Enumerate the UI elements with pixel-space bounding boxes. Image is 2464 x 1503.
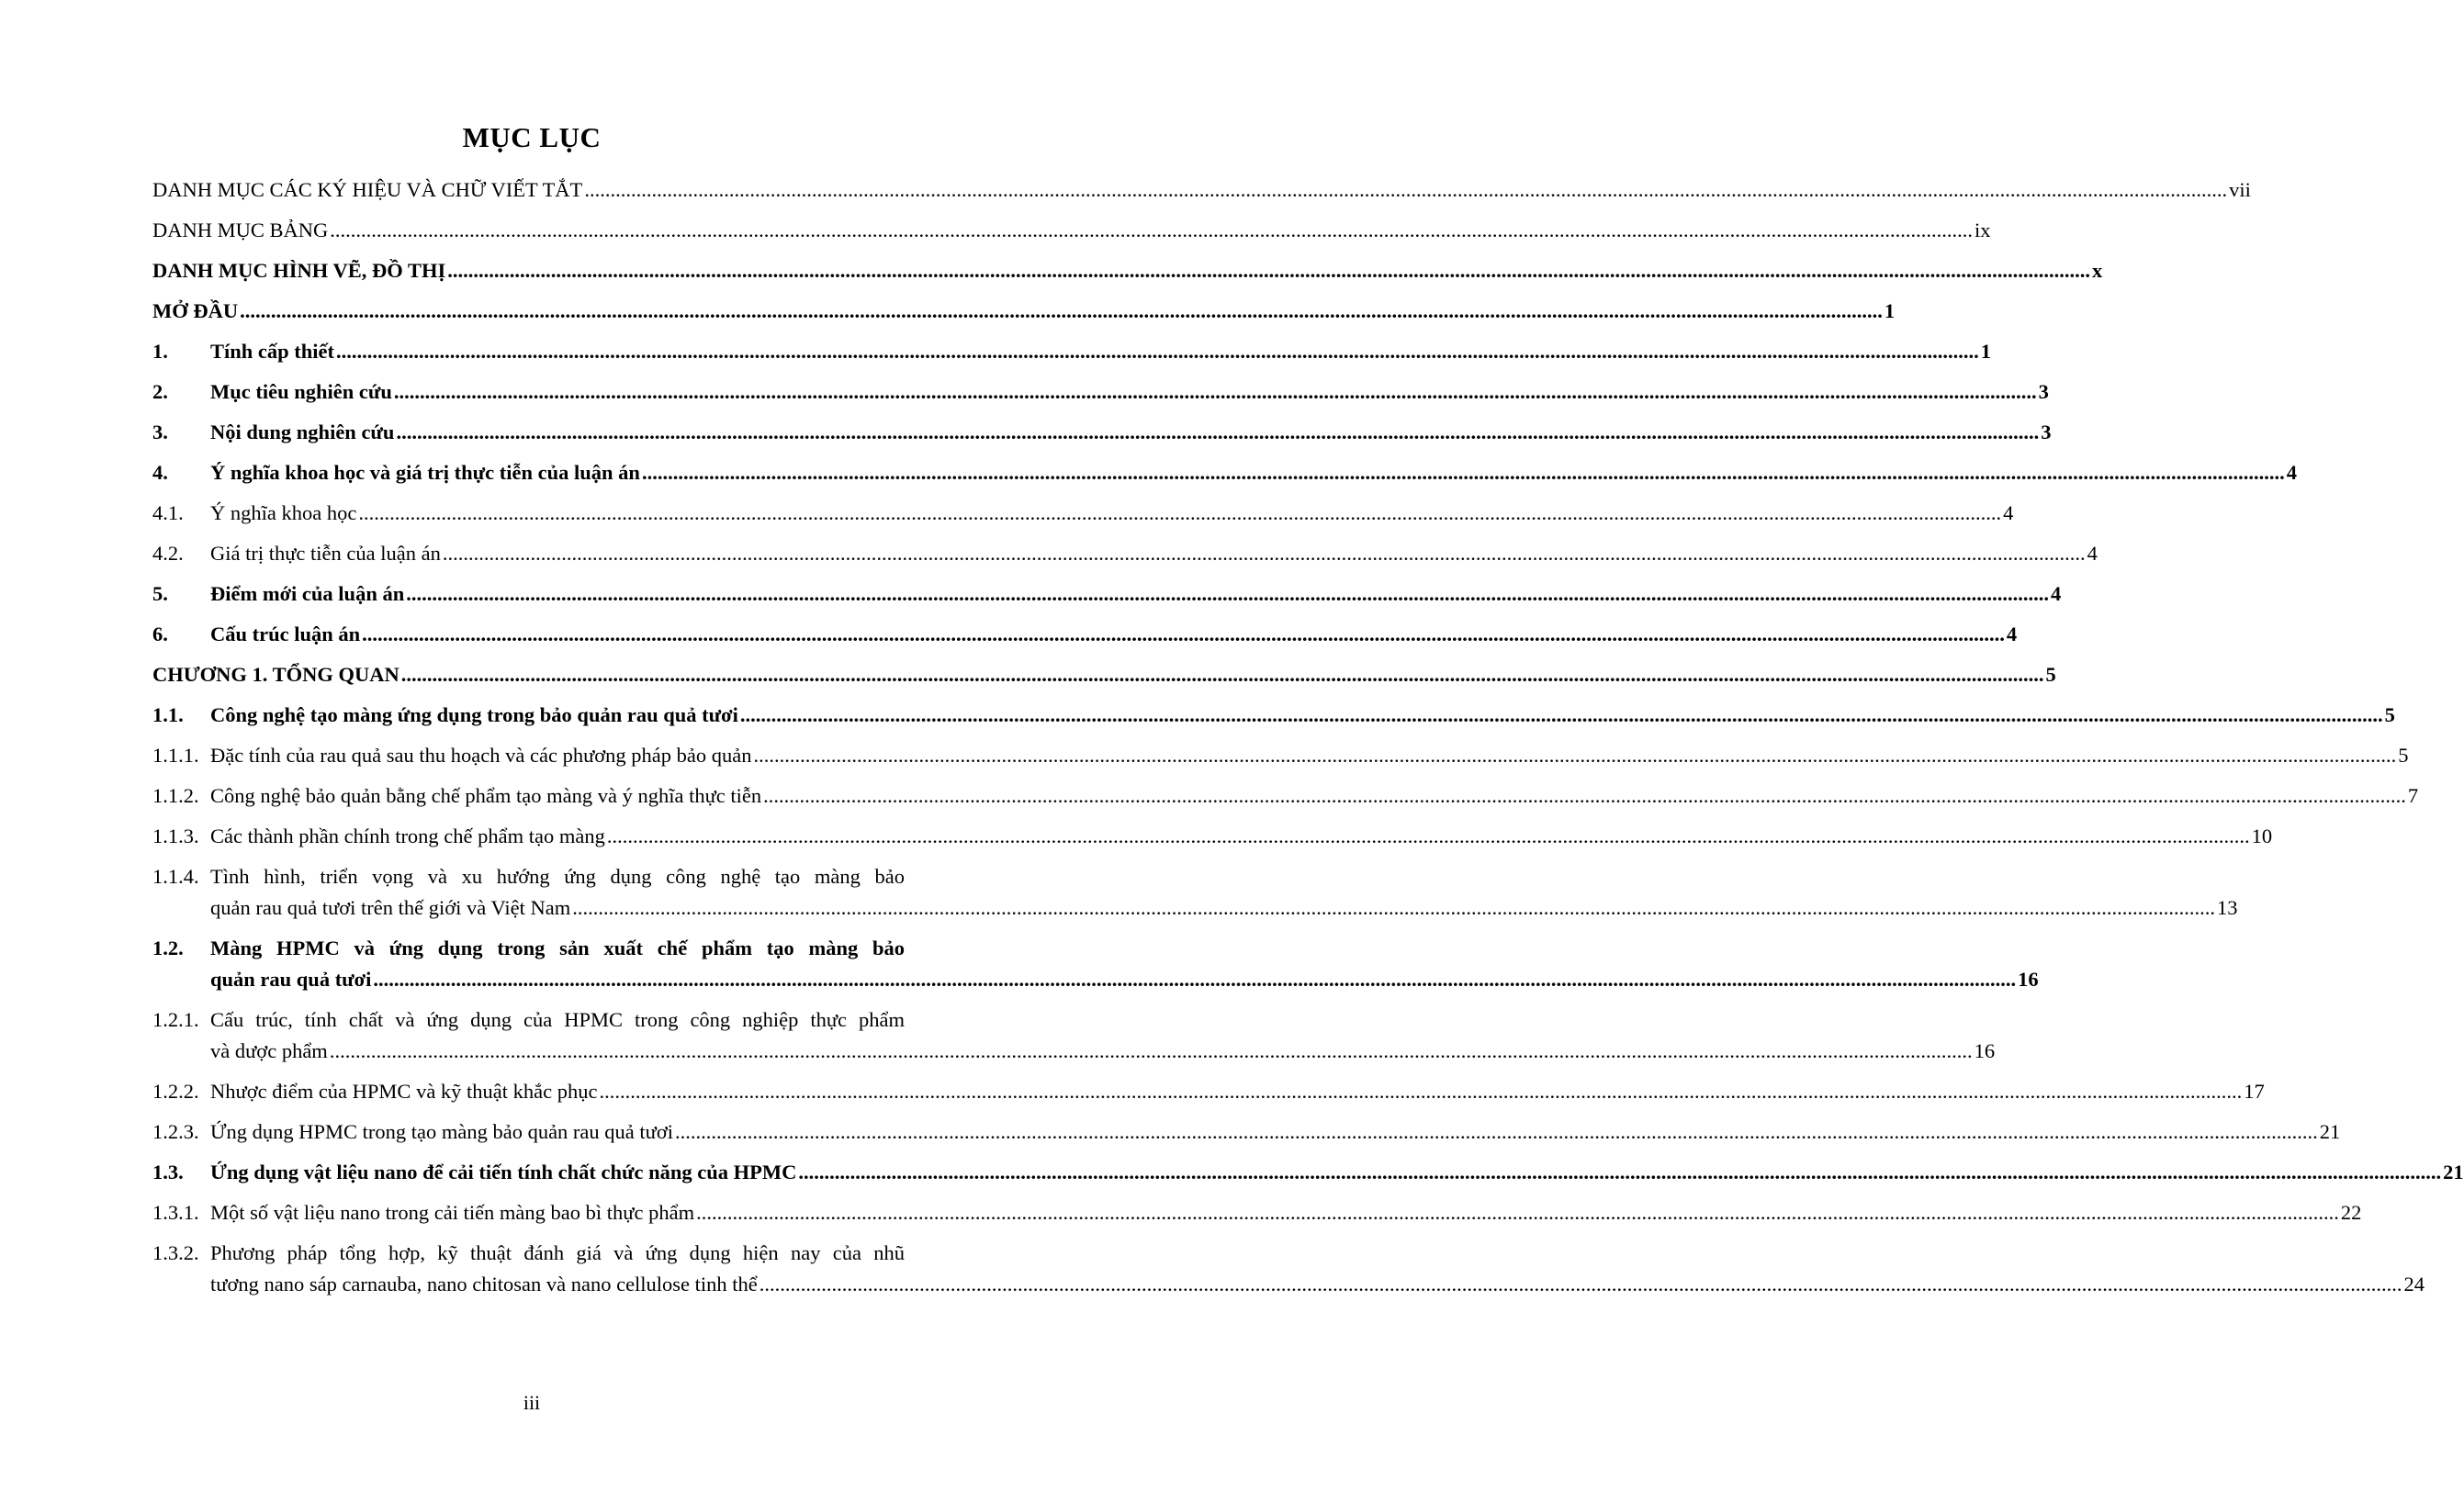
toc-entry-number: 4.2. [152,542,184,565]
toc-entry-number: 1.1.4. [152,865,199,888]
toc-entry-text: Cấu trúc, tính chất và ứng dụng của HPMC trong công nghiệp thực phẩm [210,1008,905,1031]
toc-entry-number: 1.1.1. [152,744,199,767]
toc-entry-text: Điểm mới của luận án [210,582,405,605]
toc-entry-page: 4 [2006,623,2018,645]
toc-entry-page: 24 [2403,1273,2425,1295]
toc-entry-page: 21 [2319,1120,2341,1143]
toc-entry[interactable] [152,538,2098,569]
toc-entry-number: 6. [152,623,168,645]
toc-entry-text: Màng HPMC và ứng dụng trong sản xuất chế phẩm tạo màng bảo [210,937,905,959]
toc-entry[interactable] [152,578,2062,610]
toc-entry-number: 1.2.3. [152,1120,199,1143]
toc-entry-text: Nội dung nghiên cứu [210,421,395,443]
toc-entry-text: Mục tiêu nghiên cứu [210,380,392,403]
toc-entry-page: 1 [1884,299,1896,322]
toc-entry-text: Ý nghĩa khoa học và giá trị thực tiễn của luận án [210,461,640,484]
toc-entry-text: Nhược điểm của HPMC và kỹ thuật khắc phục [210,1080,598,1103]
toc-entry-number: 1.1.2. [152,784,199,807]
toc-entry-number: 1.3. [152,1161,184,1183]
toc-entry-page: x [2091,259,2103,282]
toc-entry-number: 1.2.2. [152,1080,199,1103]
toc-entry[interactable] [152,255,2103,286]
toc-entry-text: Công nghệ bảo quản bằng chế phẩm tạo màng và ý nghĩa thực tiễn [210,784,762,807]
toc-entry[interactable] [152,174,2251,206]
toc-entry[interactable] [152,1076,2265,1107]
toc-entry-page: 5 [2384,703,2395,726]
toc-entry-text: DANH MỤC CÁC KÝ HIỆU VÀ CHỮ VIẾT TẮT [152,178,583,201]
toc-entry-page: 1 [1980,340,1992,363]
toc-entry[interactable] [152,336,1992,367]
toc-entry[interactable] [152,376,2049,408]
toc-entry-text: Tình hình, triển vọng và xu hướng ứng dụng công nghệ tạo màng bảo [210,865,905,888]
toc-entry-page: vii [2229,178,2251,201]
toc-entry[interactable] [152,296,1896,327]
toc-entry[interactable] [152,1238,2425,1300]
toc-entry[interactable] [152,215,1991,246]
toc-entry-number: 1.1.3. [152,824,199,847]
page-title: MỤC LỤC [462,121,602,153]
toc-entry-text: Ý nghĩa khoa học [210,501,357,524]
toc-entry-text-continued: tương nano sáp carnauba, nano chitosan và nano cellulose tinh thể [210,1273,758,1295]
toc-entry-page: 4 [2087,542,2098,565]
toc-entry[interactable] [152,1116,2341,1148]
toc-entry-page: 3 [2038,380,2049,403]
toc-entry[interactable] [152,780,2419,812]
toc-entry[interactable] [152,1157,2464,1188]
toc-entry[interactable] [152,933,2039,995]
toc-entry-number: 1.3.2. [152,1241,199,1264]
toc-entry-text: DANH MỤC BẢNG [152,219,329,241]
toc-entry-number: 1.2.1. [152,1008,199,1031]
toc-entry-page: 4 [2050,582,2062,605]
toc-entry-page: 4 [2286,461,2297,484]
toc-entry-page: 4 [2003,501,2014,524]
toc-entry[interactable] [152,861,2238,924]
toc-entry-text: Tính cấp thiết [210,340,335,363]
toc-entry-text: Các thành phần chính trong chế phẩm tạo màng [210,824,605,847]
toc-entry-text: Phương pháp tổng hợp, kỹ thuật đánh giá và ứng dụng hiện nay của nhũ [210,1241,905,1264]
toc-entry-text: Cấu trúc luận án [210,623,361,645]
toc-entry[interactable] [152,700,2395,731]
toc-entry-page: 16 [2018,968,2039,991]
toc-entry-page: 21 [2443,1161,2464,1183]
toc-entry-page: 17 [2244,1080,2265,1103]
toc-entry-text-continued: và dược phẩm [210,1039,328,1062]
toc-entry-number: 4. [152,461,168,484]
toc-entry-text: DANH MỤC HÌNH VẼ, ĐỒ THỊ [152,259,446,282]
toc-entry-page: ix [1975,219,1991,241]
toc-entry-page: 13 [2217,896,2238,919]
toc-entry-text: MỞ ĐẦU [152,299,239,322]
toc-entry[interactable] [152,1197,2362,1228]
toc-entry[interactable] [152,619,2018,650]
toc-entry-text: Ứng dụng vật liệu nano để cải tiến tính chất chức năng của HPMC [210,1161,797,1183]
toc-entry-text-continued: quản rau quả tươi trên thế giới và Việt Nam [210,896,571,919]
toc-entry-page: 22 [2340,1201,2362,1224]
toc-entry[interactable] [152,417,2052,448]
toc-entry[interactable] [152,740,2409,771]
toc-entry-page: 3 [2041,421,2052,443]
toc-entry-number: 5. [152,582,168,605]
toc-entry-page: 7 [2407,784,2419,807]
toc-entry-number: 3. [152,421,168,443]
toc-entry-number: 1. [152,340,168,363]
toc-entry-text: Một số vật liệu nano trong cải tiến màng bao bì thực phẩm [210,1201,695,1224]
toc-entry[interactable] [152,1004,1996,1067]
toc-entry[interactable] [152,498,2014,529]
toc-entry-text: Giá trị thực tiễn của luận án [210,542,441,565]
toc-entry-page: 5 [2045,663,2056,686]
toc-entry-text: CHƯƠNG 1. TỔNG QUAN [152,663,399,686]
toc-entry[interactable] [152,659,2056,690]
toc-entry-page: 5 [2398,744,2409,767]
page-number: iii [523,1391,541,1414]
toc-entry-page: 16 [1974,1039,1996,1062]
toc-entry-number: 4.1. [152,501,184,524]
toc-entry-number: 1.1. [152,703,184,726]
toc-entry-number: 2. [152,380,168,403]
toc-entry-page: 10 [2251,824,2273,847]
toc-entry-text: Công nghệ tạo màng ứng dụng trong bảo quản rau quả tươi [210,703,738,726]
toc-entry-text: Đặc tính của rau quả sau thu hoạch và các phương pháp bảo quản [210,744,752,767]
toc-entry-number: 1.2. [152,937,184,959]
toc-entry-text-continued: quản rau quả tươi [210,968,372,991]
toc-entry[interactable] [152,821,2273,852]
toc-entry-text: Ứng dụng HPMC trong tạo màng bảo quản rau quả tươi [210,1120,673,1143]
toc-entry[interactable] [152,457,2297,488]
toc-entry-number: 1.3.1. [152,1201,199,1224]
